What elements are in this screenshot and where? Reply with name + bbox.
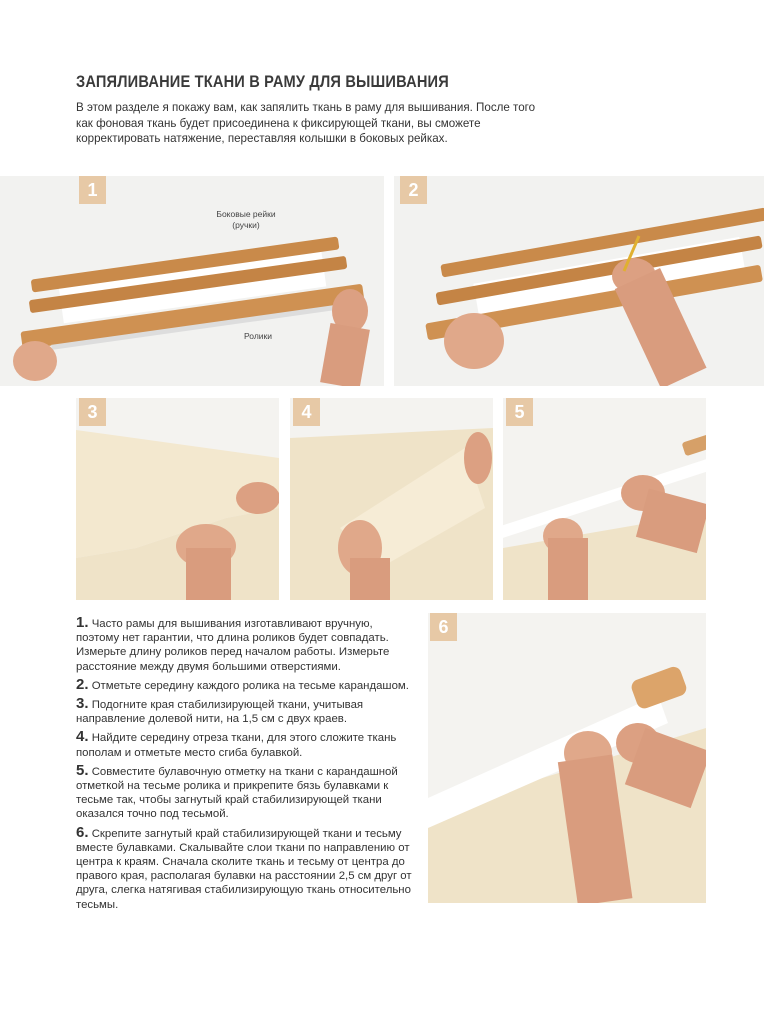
- photo-6-illustration: [428, 613, 706, 903]
- photo-1: [0, 176, 384, 386]
- step-text: Подогните края стабилизирующей ткани, учитывая направление долевой нити, на 1,5 см с двух краев.: [76, 699, 364, 726]
- photo-2-illustration: [394, 176, 764, 386]
- photo-5-illustration: [503, 398, 706, 600]
- step-text: Скрепите загнутый край стабилизирующей ткани и тесьму вместе булавками. Скалывайте слои ткани по направлению от центра к краям. Сначала сколите ткань и тесьму от центра до правого края, располагая булавки на расстоянии 2,5 см друг от друга, слегка натягивая стабилизирующую ткань относительно тесьмы.: [76, 827, 412, 911]
- step-item-2: [76, 675, 414, 693]
- photo-3: [76, 398, 279, 600]
- step-item-3: [76, 697, 414, 726]
- step-text: Часто рамы для вышивания изготавливают вручную, поэтому нет гарантии, что длина роликов будет совпадать. Измерьте длину роликов перед началом работы. Измерьте расстояние между двумя большими отверстиями.: [76, 618, 390, 673]
- step-badge-6: 6: [430, 613, 457, 641]
- step-number: 4.: [76, 728, 89, 746]
- step-number: 1.: [76, 614, 89, 631]
- photo-4-illustration: [290, 398, 493, 600]
- photo-2: [394, 176, 764, 386]
- page-title: ЗАПЯЛИВАНИЕ ТКАНИ В РАМУ ДЛЯ ВЫШИВАНИЯ: [76, 72, 449, 91]
- step-number: 2.: [76, 675, 89, 693]
- step-badge-4: 4: [293, 398, 320, 426]
- photo-5: [503, 398, 706, 600]
- step-badge-3: 3: [79, 398, 106, 426]
- caption-rollers: Ролики: [243, 331, 272, 341]
- step-text: Совместите булавочную отметку на ткани с карандашной отметкой на тесьме ролика и прикрепите бязь булавками к тесьме так, чтобы загнутый край стабилизирующей ткани оказался точно под тесьмой.: [76, 765, 398, 821]
- step-badge-5: 5: [506, 398, 533, 426]
- step-badge-1: 1: [79, 176, 106, 204]
- step-item-5: [76, 761, 414, 822]
- step-text: Найдите середину отреза ткани, для этого сложите ткань пополам и отметьте место сгиба булавкой.: [76, 732, 397, 759]
- step-number: 3.: [76, 695, 89, 713]
- photo-3-illustration: [76, 398, 279, 600]
- intro-paragraph: В этом разделе я покажу вам, как запялить ткань в раму для вышивания. После того как фоновая ткань будет присоединена к фиксирующей ткани, вы сможете корректировать натяжение, переставляя колышки в боковых рейках.: [76, 101, 536, 145]
- step-number: 5.: [76, 761, 89, 779]
- step-item-4: [76, 730, 414, 759]
- photo-6: [428, 613, 706, 903]
- step-item-6: [76, 823, 414, 912]
- step-text: Отметьте середину каждого ролика на тесьме карандашом.: [91, 679, 409, 692]
- caption-side-rails: Боковые рейки (ручки): [216, 209, 276, 230]
- photo-4: [290, 398, 493, 600]
- step-badge-2: 2: [400, 176, 427, 204]
- step-number: 6.: [76, 823, 89, 841]
- step-item-1: [76, 616, 414, 674]
- steps-list: [76, 616, 414, 916]
- photo-1-illustration: [0, 176, 384, 386]
